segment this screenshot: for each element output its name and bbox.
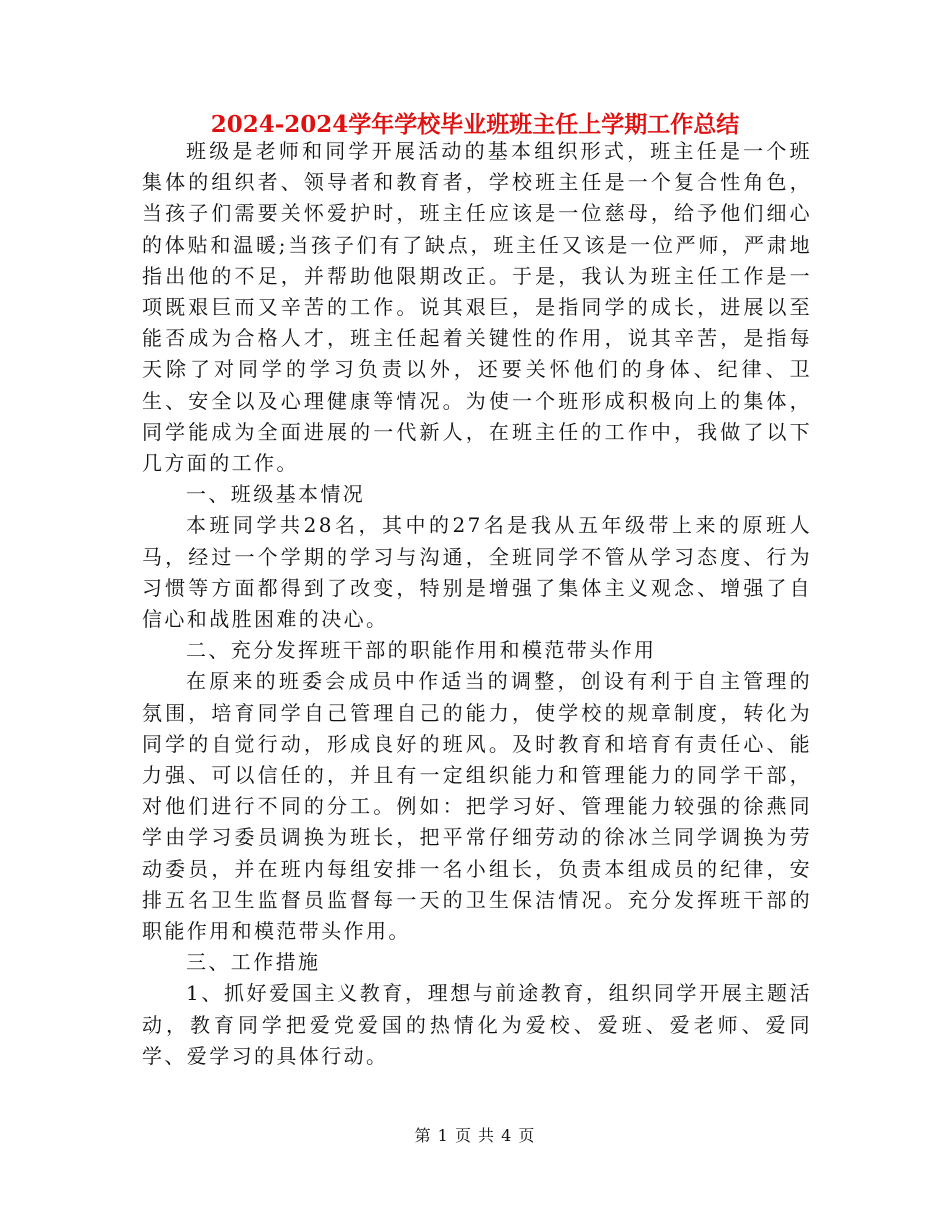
document-title: 2024-2024学年学校毕业班班主任上学期工作总结 xyxy=(210,111,740,138)
page-footer: 第 1 页 共 4 页 xyxy=(414,1126,536,1145)
section-heading-2: 二、充分发挥班干部的职能作用和模范带头作用 xyxy=(186,638,657,663)
paragraph-measure-1: 1、抓好爱国主义教育，理想与前途教育，组织同学开展主题活动，教育同学把爱党爱国的热情化为爱校、爱班、爱老师、爱同学、爱学习的具体行动。 xyxy=(142,981,812,1068)
section-heading-1: 一、班级基本情况 xyxy=(186,482,366,507)
paragraph-class-cadres: 在原来的班委会成员中作适当的调整，创设有利于自主管理的氛围，培育同学自己管理自己的能力，使学校的规章制度，转化为同学的自觉行动，形成良好的班风。及时教育和培育有责任心、能力强、可以信任的，并且有一定组织能力和管理能力的同学干部，对他们进行不同的分工。例如：把学习好、管理能力较强的徐燕同学由学习委员调换为班长，把平常仔细劳动的徐冰兰同学调换为劳动委员，并在班内每组安排一名小组长，负责本组成员的纪律，安排五名卫生监督员监督每一天的卫生保洁情况。充分发挥班干部的职能作用和模范带头作用。 xyxy=(142,669,812,944)
document-body xyxy=(142,136,812,1072)
paragraph-intro: 班级是老师和同学开展活动的基本组织形式，班主任是一个班集体的组织者、领导者和教育者，学校班主任是一个复合性角色，当孩子们需要关怀爱护时，班主任应该是一位慈母，给予他们细心的体贴和温暖;当孩子们有了缺点，班主任又该是一位严师，严肃地指出他的不足，并帮助他限期改正。于是，我认为班主任工作是一项既艰巨而又辛苦的工作。说其艰巨，是指同学的成长，进展以至能否成为合格人才，班主任起着关键性的作用，说其辛苦，是指每天除了对同学的学习负责以外，还要关怀他们的身体、纪律、卫生、安全以及心理健康等情况。为使一个班形成积极向上的集体，同学能成为全面进展的一代新人，在班主任的工作中，我做了以下几方面的工作。 xyxy=(142,139,812,476)
section-heading-3: 三、工作措施 xyxy=(186,950,321,975)
paragraph-class-info: 本班同学共28名，其中的27名是我从五年级带上来的原班人马，经过一个学期的学习与沟通，全班同学不管从学习态度、行为习惯等方面都得到了改变，特别是增强了集体主义观念、增强了自信心和战胜困难的决心。 xyxy=(142,513,812,632)
